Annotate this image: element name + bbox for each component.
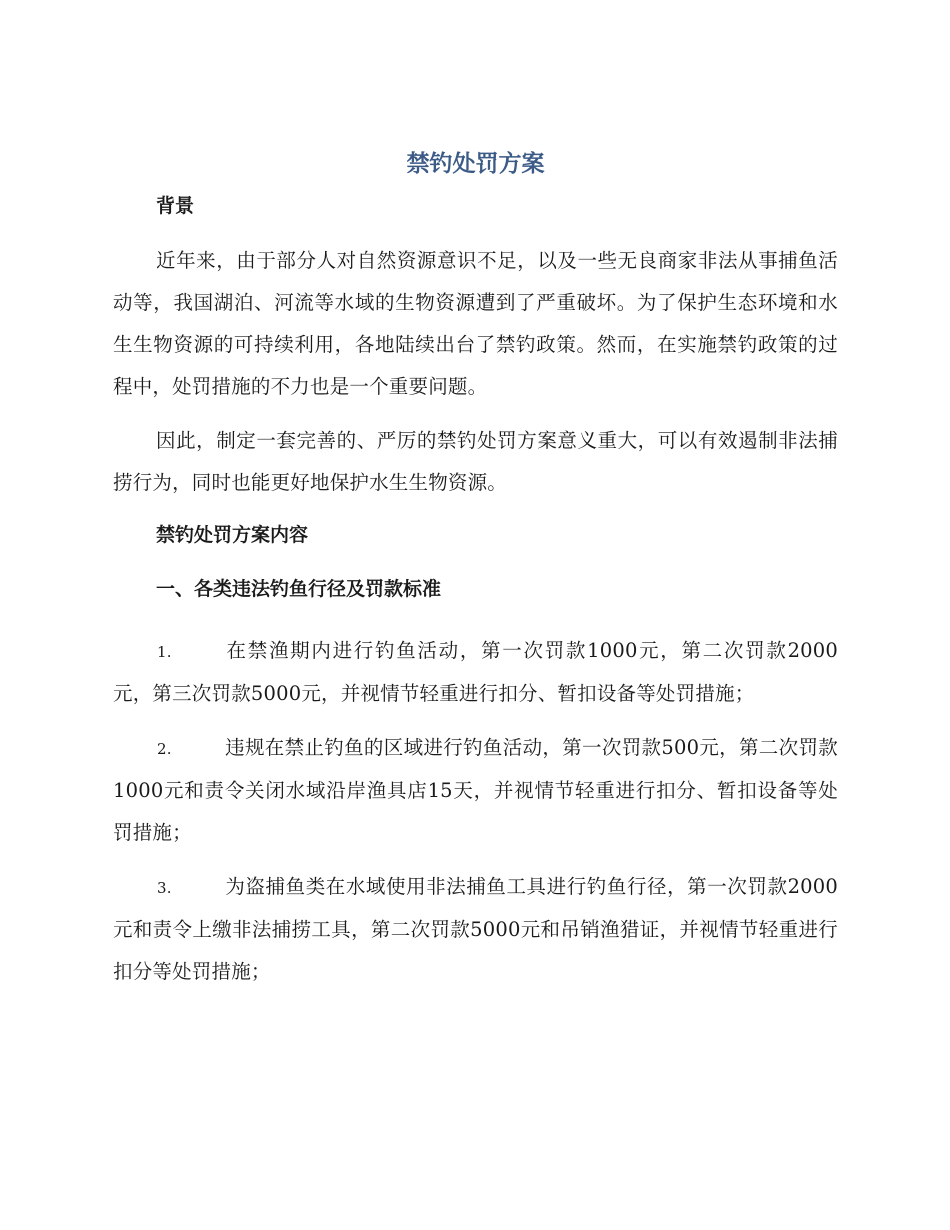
list-item	[113, 866, 838, 993]
list-item-number: 3.	[157, 879, 172, 897]
list-item-number: 1.	[157, 643, 172, 661]
list-item-text: 违规在禁止钓鱼的区域进行钓鱼活动，第一次罚款500元，第二次罚款1000元和责令关闭水域沿岸渔具店15天，并视情节轻重进行扣分、暂扣设备等处罚措施；	[113, 736, 838, 844]
list-item-text: 为盗捕鱼类在水域使用非法捕鱼工具进行钓鱼行径，第一次罚款2000元和责令上缴非法捕捞工具，第二次罚款5000元和吊销渔猎证，并视情节轻重进行扣分等处罚措施；	[113, 875, 838, 983]
list-item-number: 2.	[157, 740, 172, 758]
list-item	[113, 630, 838, 715]
background-paragraph-2: 因此，制定一套完善的、严厉的禁钓处罚方案意义重大，可以有效遏制非法捕捞行为，同时也能更好地保护水生生物资源。	[113, 429, 838, 494]
background-paragraph-1: 近年来，由于部分人对自然资源意识不足，以及一些无良商家非法从事捕鱼活动等，我国湖泊、河流等水域的生物资源遭到了严重破坏。为了保护生态环境和水生生物资源的可持续利用，各地陆续出台了禁钓政策。然而，在实施禁钓政策的过程中，处罚措施的不力也是一个重要问题。	[113, 249, 838, 398]
background-heading: 背景	[156, 195, 195, 217]
list-item-text: 在禁渔期内进行钓鱼活动，第一次罚款1000元，第二次罚款2000元，第三次罚款5000元，并视情节轻重进行扣分、暂扣设备等处罚措施；	[113, 639, 838, 705]
document-title: 禁钓处罚方案	[406, 151, 545, 177]
document-body	[113, 145, 838, 1005]
content-heading: 禁钓处罚方案内容	[156, 524, 309, 546]
section-heading: 一、各类违法钓鱼行径及罚款标准	[156, 578, 442, 600]
list-item	[113, 727, 838, 854]
